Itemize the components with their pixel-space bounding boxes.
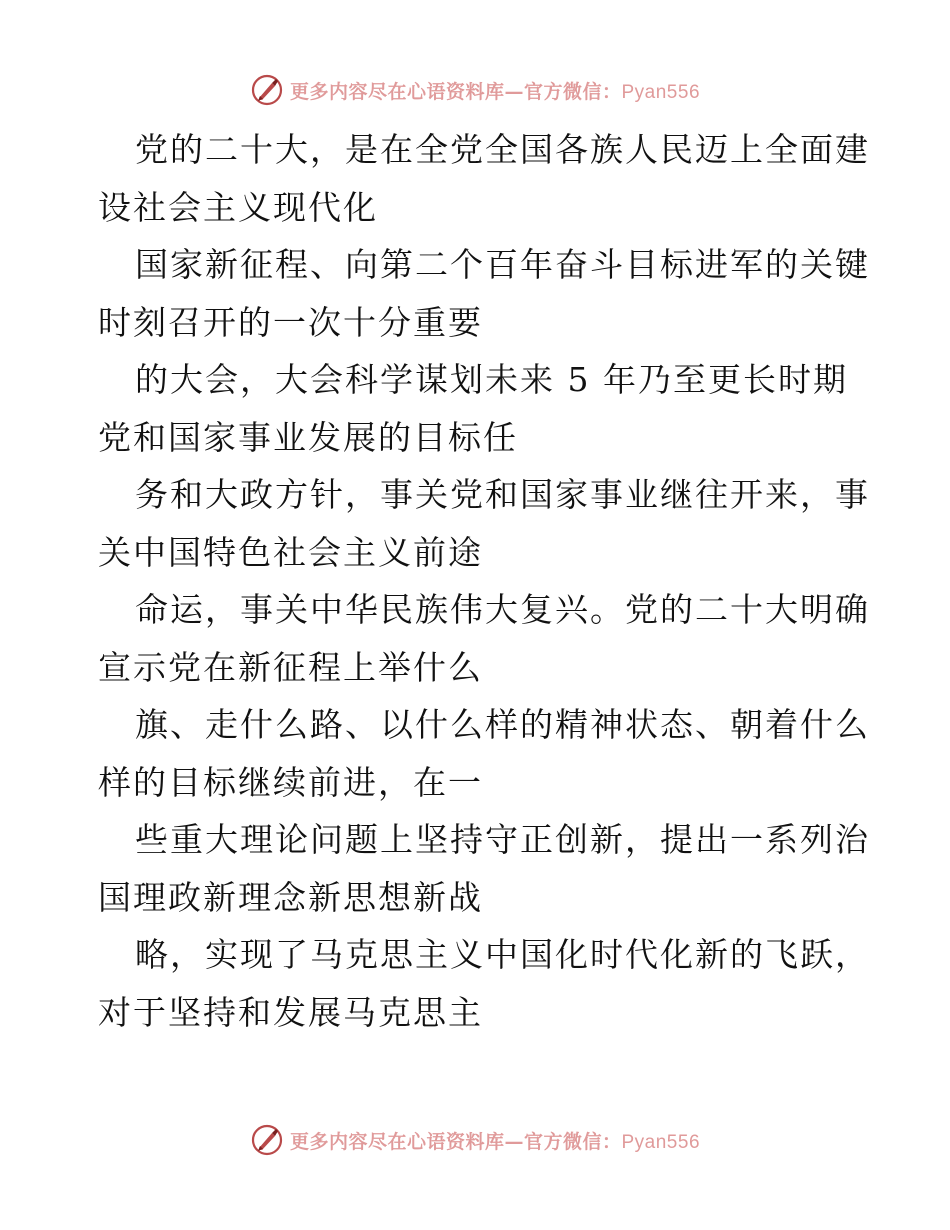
watermark-text: 更多内容尽在心语资料库—官方微信：Pyan556: [289, 1130, 701, 1153]
text-line: 设社会主义现代化: [98, 187, 378, 227]
header-watermark-banner: [0, 70, 950, 110]
text-line: 党和国家事业发展的目标任: [98, 417, 518, 457]
footer-watermark-banner: [0, 1120, 950, 1160]
pen-seal-icon: [250, 73, 284, 107]
text-line: 对于坚持和发展马克思主: [98, 992, 483, 1032]
wechat-id: Pyan556: [621, 1131, 701, 1153]
pen-seal-icon: [250, 1123, 284, 1157]
text-line: 时刻召开的一次十分重要: [98, 302, 483, 342]
text-line: 略，实现了马克思主义中国化时代化新的飞跃，: [135, 935, 870, 974]
text-line: 命运，事关中华民族伟大复兴。党的二十大明确: [135, 590, 870, 629]
text-line: 国理政新理念新思想新战: [98, 877, 483, 917]
text-line: 党的二十大，是在全党全国各族人民迈上全面建: [135, 130, 870, 169]
text-line: 些重大理论问题上坚持守正创新，提出一系列治: [135, 820, 870, 859]
text-line: 样的目标继续前进，在一: [98, 762, 483, 802]
document-body: [98, 121, 870, 1041]
wechat-id: Pyan556: [621, 81, 701, 103]
text-line: 旗、走什么路、以什么样的精神状态、朝着什么: [135, 705, 870, 744]
text-line: 宣示党在新征程上举什么: [98, 647, 483, 687]
text-line: 务和大政方针，事关党和国家事业继往开来，事: [135, 475, 870, 514]
text-line: 关中国特色社会主义前途: [98, 532, 483, 572]
watermark-text: 更多内容尽在心语资料库—官方微信：Pyan556: [289, 80, 701, 103]
text-line: 国家新征程、向第二个百年奋斗目标进军的关键: [135, 245, 870, 284]
text-line: 的大会，大会科学谋划未来 5 年乃至更长时期: [135, 360, 848, 399]
